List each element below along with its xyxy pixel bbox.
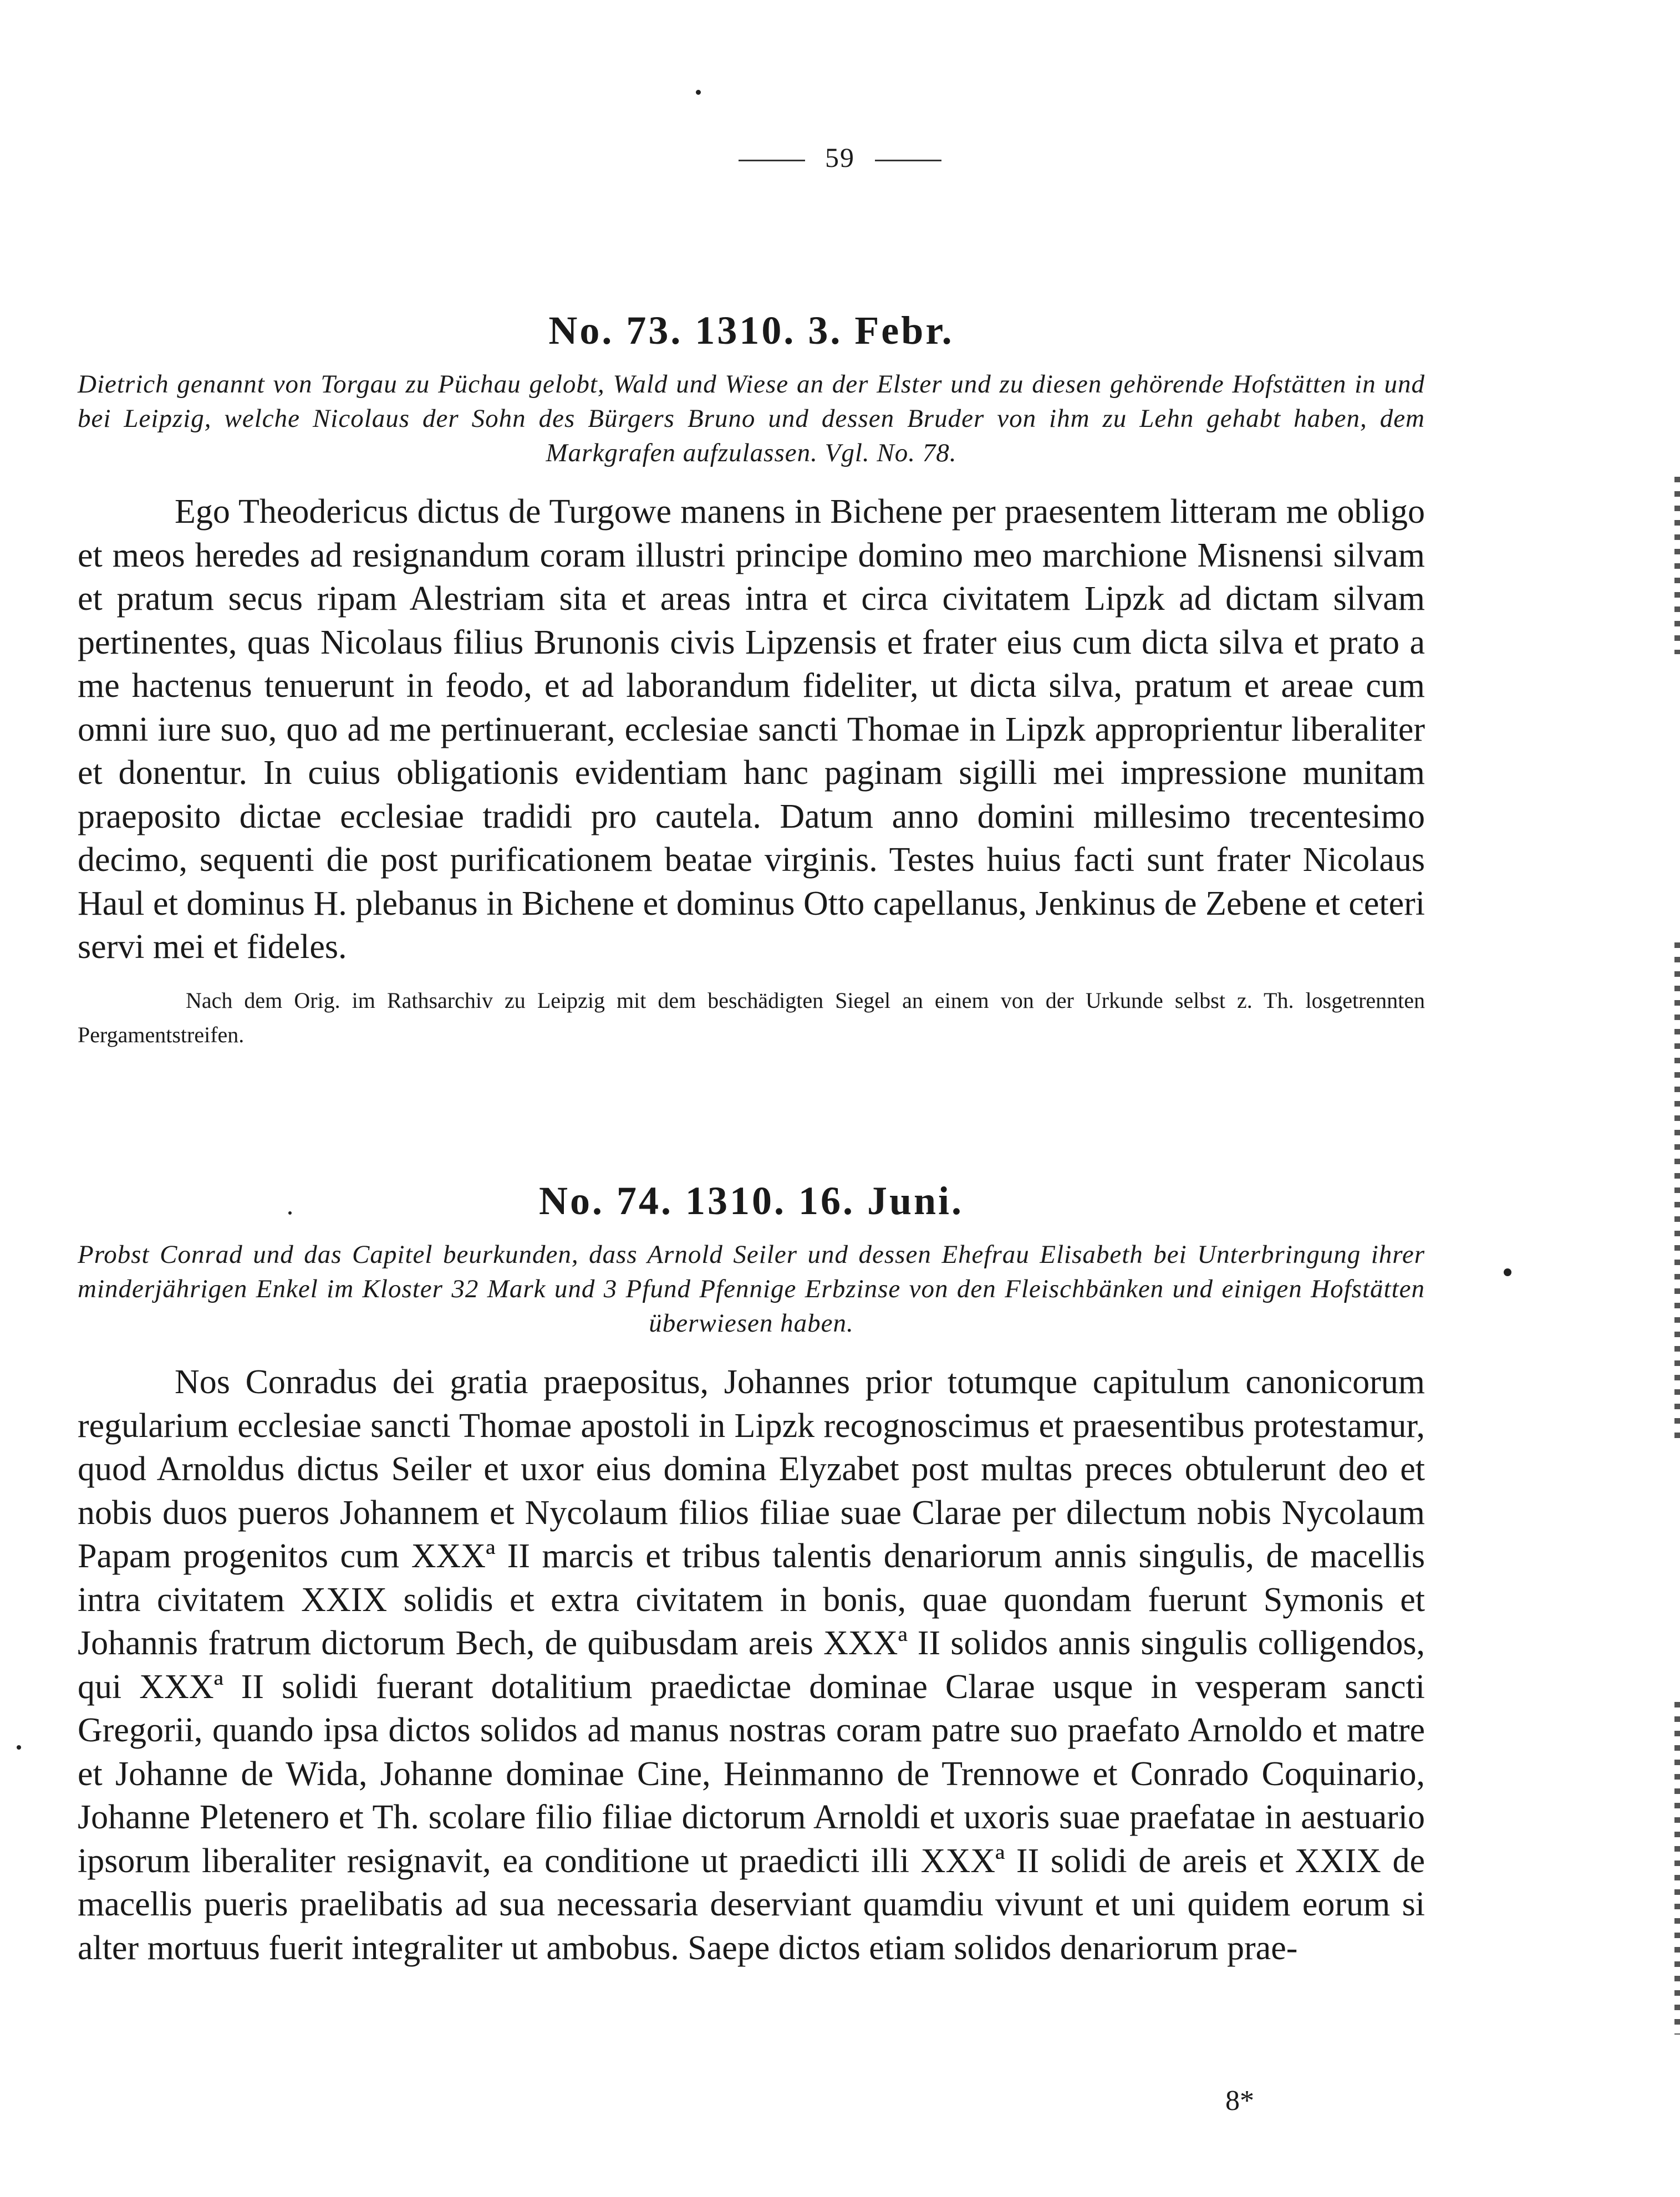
signature-mark: 8* — [1225, 2085, 1254, 2117]
speck — [17, 1745, 21, 1750]
charter-73-heading: No. 73. 1310. 3. Febr. — [548, 308, 954, 353]
charter-73-regest: Dietrich genannt von Torgau zu Püchau gelobt, Wald und Wiese an der Elster und zu diesen gehörende Hofstätten in und bei Leipzig, welche Nicolaus der Sohn des Bürgers Bruno und dessen Bruder von ihm zu Lehn gehabt haben, dem Markgrafen aufzulassen. Vgl. No. 78. — [78, 370, 1425, 467]
head-rule-left — [739, 160, 805, 161]
scan-edge-mark — [1674, 1702, 1680, 2035]
charter-74-regest: Probst Conrad und das Capitel beurkunden, dass Arnold Seiler und dessen Ehefrau Elisabeth bei Unterbringung ihrer minderjährigen Enkel im Kloster 32 Mark und 3 Pfund Pfennige Erbzinse von den Fleischbänken und einigen Hofstätten überwiesen haben. — [78, 1240, 1425, 1338]
charter-73-source-note: Nach dem Orig. im Rathsarchiv zu Leipzig mit dem beschädigten Siegel an einem von der Urkunde selbst z. Th. losgetrennten Pergamentstreifen. — [78, 987, 1425, 1047]
charter-74 — [78, 1178, 1425, 1970]
charter-74-heading: No. 74. 1310. 16. Juni. — [538, 1179, 964, 1223]
charter-74-text: Nos Conradus dei gratia praepositus, Johannes prior totumque capitulum canonicorum regularium ecclesiae sancti Thomae apostoli in Lipzk recognoscimus et praesentibus protestamur, quod Arnoldus dictus Seiler et uxor eius domina Elyzabet post multas preces obtulerunt deo et nobis duos pueros Johannem et Nycolaum filios filiae suae Clarae per dilectum nobis Nycolaum Papam progenitos cum XXXª II marcis et tribus talentis denariorum annis singulis, de macellis intra civitatem XXIX solidis et extra civitatem in bonis, quae quondam fuerunt Symonis et Johannis fratrum dictorum Bech, de quibusdam areis XXXª II solidos annis singulis colligendos, qui XXXª II solidi fuerant dotalitium praedictae dominae Clarae usque in vesperam sancti Gregorii, quando ipsa dictos solidos ad manus nostras coram patre suo praefato Arnoldo et matre et Johanne de Wida, Johanne dominae Cine, Heinmanno de Trennowe et Conrado Coquinario, Johanne Pletenero et Th. scolare filio filiae dictorum Arnoldi et uxoris suae praefatae in aestuario ipsorum liberaliter resignavit, ea conditione ut praedicti illi XXXª II solidi de areis et XXIX de macellis pueris praelibatis ad sua necessaria deserviant quamdiu vivunt et uni quidem eorum si alter mortuus fuerit integraliter ut ambobus. Saepe dictos etiam solidos denariorum prae- — [78, 1363, 1425, 1967]
charter-73-text: Ego Theodericus dictus de Turgowe manens in Bichene per praesentem litteram me obligo et meos heredes ad resignandum coram illustri principe domino meo marchione Misnensi silvam et pratum secus ripam Alestriam sita et areas intra et circa civitatem Lipzk ad dictam silvam pertinentes, quas Nicolaus filius Brunonis civis Lipzensis et frater eius cum dicta silva et prato a me hactenus tenuerunt in feodo, et ad laborandum fideliter, ut dicta silva, pratum et areae cum omni iure suo, quo ad me pertinuerant, ecclesiae sancti Thomae in Lipzk approprientur liberaliter et donentur. In cuius obligationis evidentiam hanc paginam sigilli mei impressione munitam praeposito dictae ecclesiae tradidi pro cautela. Datum anno domini millesimo trecentesimo decimo, sequenti die post purificationem beatae virginis. Testes huius facti sunt frater Nicolaus Haul et dominus H. plebanus in Bichene et dominus Otto capellanus, Jenkinus de Zebene et ceteri servi mei et fideles. — [78, 493, 1425, 966]
speck — [1504, 1268, 1511, 1276]
speck — [288, 1211, 292, 1215]
charter-73 — [78, 308, 1425, 1052]
speck — [696, 90, 701, 95]
running-head — [0, 141, 1680, 174]
head-rule-right — [875, 160, 941, 161]
page-number: 59 — [825, 142, 855, 173]
scan-edge-mark — [1674, 477, 1680, 654]
scan-edge-mark — [1674, 942, 1680, 1441]
